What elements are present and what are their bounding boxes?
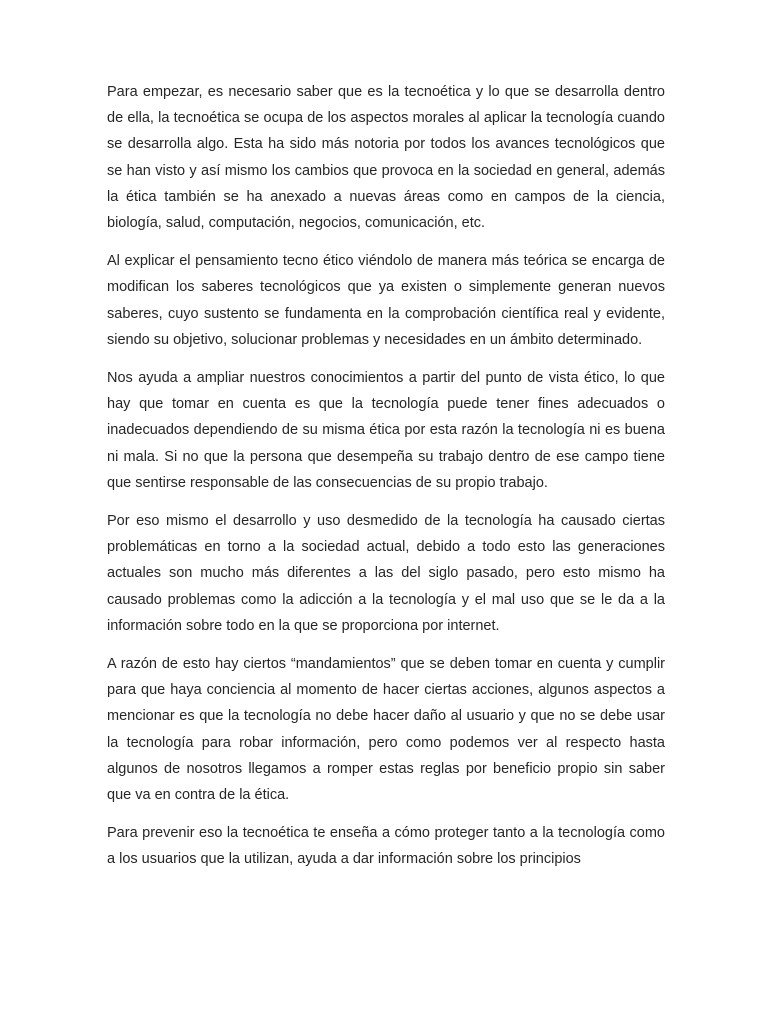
paragraph-5: A razón de esto hay ciertos “mandamientos” que se deben tomar en cuenta y cumplir para que haya conciencia al momento de hacer ciertas acciones, algunos aspectos a mencionar es que la tecnología no debe hacer daño al usuario y que no se debe usar la tecnología para robar información, pero como podemos ver al respecto hasta algunos de nosotros llegamos a romper estas reglas por beneficio propio sin saber que va en contra de la ética. [107,656,665,804]
paragraph-6: Para prevenir eso la tecnoética te enseña a cómo proteger tanto a la tecnología como a los usuarios que la utilizan, ayuda a dar información sobre los principios [107,825,665,868]
paragraph-4: Por eso mismo el desarrollo y uso desmedido de la tecnología ha causado ciertas problemáticas en torno a la sociedad actual, debido a todo esto las generaciones actuales son mucho más diferentes a las del siglo pasado, pero esto mismo ha causado problemas como la adicción a la tecnología y el mal uso que se le da a la información sobre todo en la que se proporciona por internet. [107,513,665,634]
paragraph-2: Al explicar el pensamiento tecno ético viéndolo de manera más teórica se encarga de modifican los saberes tecnológicos que ya existen o simplemente generan nuevos saberes, cuyo sustento se fundamenta en la comprobación científica real y evidente, siendo su objetivo, solucionar problemas y necesidades en un ámbito determinado. [107,253,665,348]
paragraph-3: Nos ayuda a ampliar nuestros conocimientos a partir del punto de vista ético, lo que hay que tomar en cuenta es que la tecnología puede tener fines adecuados o inadecuados dependiendo de su misma ética por esta razón la tecnología ni es buena ni mala. Si no que la persona que desempeña su trabajo dentro de ese campo tiene que sentirse responsable de las consecuencias de su propio trabajo. [107,370,665,491]
paragraph-1: Para empezar, es necesario saber que es la tecnoética y lo que se desarrolla dentro de ella, la tecnoética se ocupa de los aspectos morales al aplicar la tecnología cuando se desarrolla algo. Esta ha sido más notoria por todos los avances tecnológicos que se han visto y así mismo los cambios que provoca en la sociedad en general, además la ética también se ha anexado a nuevas áreas como en campos de la ciencia, biología, salud, computación, negocios, comunicación, etc. [107,84,665,232]
document-body [107,79,665,885]
